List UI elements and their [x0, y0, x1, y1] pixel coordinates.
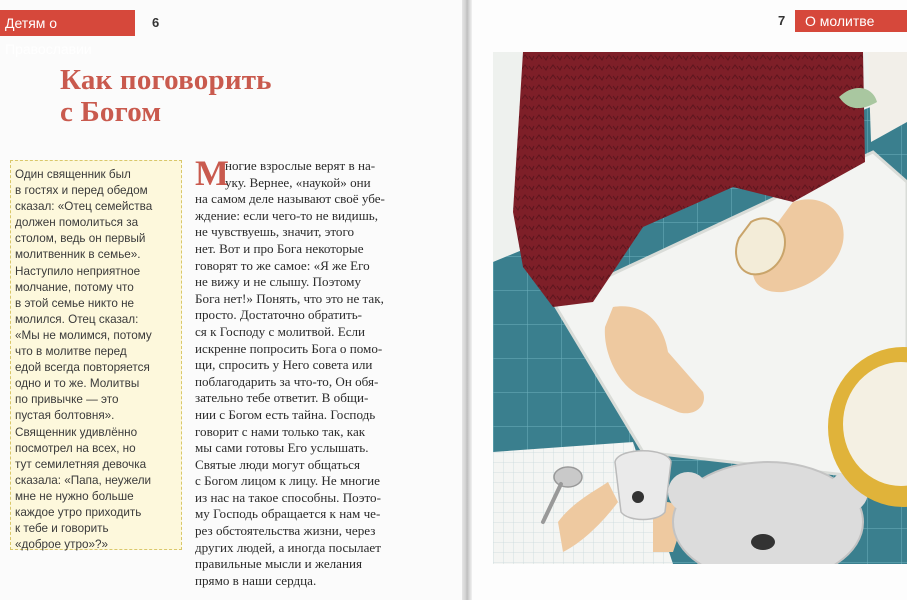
table-illustration — [493, 52, 907, 564]
sidebar-line: молчание, потому что — [15, 280, 134, 294]
cup-bear-face — [632, 491, 644, 503]
body-line: других людей, а иногда посылает — [195, 539, 381, 555]
title-line: Как поговорить — [60, 64, 272, 96]
body-line: щи, спросить у Него совета или — [195, 357, 373, 373]
sidebar-line: молитвенник в семье». — [15, 248, 141, 262]
sidebar-line: сказала: «Папа, неужели — [15, 473, 152, 487]
page-number-left: 6 — [152, 15, 160, 30]
body-line: просто. Достаточно обратить- — [195, 307, 363, 323]
body-line: нет. Вот и про Бога некоторые — [195, 240, 364, 256]
sidebar-line: столом, ведь он первый — [15, 232, 146, 246]
body-line: Бога нет!» Понять, что это не так, — [195, 290, 384, 306]
sidebar-line: Один священник был — [15, 168, 131, 181]
sidebar-line: в этой семье никто не — [15, 296, 135, 310]
story-sidebar — [10, 160, 182, 550]
article-body — [195, 158, 445, 589]
drop-cap: М — [195, 153, 229, 193]
sidebar-line: пустая болтовня». — [15, 409, 115, 423]
body-line: поблагодарить за что-то, Он обя- — [195, 373, 379, 389]
book-gutter — [462, 0, 472, 600]
sidebar-line: мне не нужно больше — [15, 489, 134, 503]
sidebar-line: что в молитве перед — [15, 345, 127, 359]
sidebar-line: сказал: «Отец семейства — [15, 200, 153, 214]
sidebar-line: едой всегда повторяется — [15, 361, 150, 375]
body-line: не вижу и не слышу. Поэтому — [195, 274, 361, 290]
body-line: из нас на такое способны. Поэто- — [195, 489, 381, 505]
sidebar-line: к тебе и говорить — [15, 522, 109, 536]
sidebar-line: одно и то же. Молитвы — [15, 377, 140, 391]
sidebar-line: посмотрел на всех, но — [15, 441, 136, 455]
body-line: не чувствуешь, значит, этого — [195, 224, 355, 240]
title-line: с Богом — [60, 96, 162, 128]
sidebar-line: «Мы не молимся, потому — [15, 328, 152, 342]
sidebar-line: Священник удивлённо — [15, 425, 138, 439]
page-number-right: 7 — [778, 13, 786, 28]
bear-nose — [751, 534, 775, 550]
body-line: ждение: если чего-то не видишь, — [195, 207, 379, 223]
body-line: Святые люди могут общаться — [195, 456, 361, 472]
body-line: прямо в наши сердца. — [195, 572, 317, 588]
body-line: говорят то же самое: «Я же Его — [195, 257, 370, 273]
article-title — [60, 64, 272, 128]
sidebar-line: «доброе утро»?» — [15, 538, 108, 552]
sidebar-line: в гостях и перед обедом — [15, 184, 148, 198]
body-line: зательно тебе ответит. В общи- — [195, 390, 369, 406]
body-line: искренне попросить Бога о помо- — [195, 340, 383, 356]
sidebar-line: по привычке — это — [15, 393, 119, 407]
section-tab-right: О молитве — [795, 10, 907, 32]
sidebar-line: каждое утро приходить — [15, 505, 142, 519]
body-line: правильные мысли и желания — [195, 556, 363, 572]
spoon-icon — [554, 467, 582, 487]
sidebar-line: тут семилетняя девочка — [15, 457, 147, 471]
section-tab-left: Детям о Православии — [0, 10, 135, 36]
sidebar-line: Наступило неприятное — [15, 264, 141, 278]
body-line: рез обстоятельства жизни, через — [195, 523, 376, 539]
body-line: нии с Богом есть тайна. Господь — [195, 406, 376, 422]
body-line: ся к Господу с молитвой. Если — [195, 323, 366, 339]
body-line: на самом деле называют своё убе- — [195, 191, 385, 207]
sidebar-line: должен помолиться за — [15, 216, 139, 230]
body-line: ногие взрослые верят в на- — [225, 158, 376, 173]
cup-icon — [615, 451, 671, 520]
body-line: говорит с нами только так, как — [195, 423, 366, 439]
sidebar-line: молился. Отец сказал: — [15, 312, 139, 326]
body-line: уку. Вернее, «наукой» они — [225, 174, 371, 190]
body-line: с Богом лицом к лицу. Не многие — [195, 473, 380, 489]
body-line: му Господь обращается к нам че- — [195, 506, 381, 522]
body-line: мы сами готовы Его услышать. — [195, 440, 369, 456]
bear-ear-left — [668, 472, 708, 512]
